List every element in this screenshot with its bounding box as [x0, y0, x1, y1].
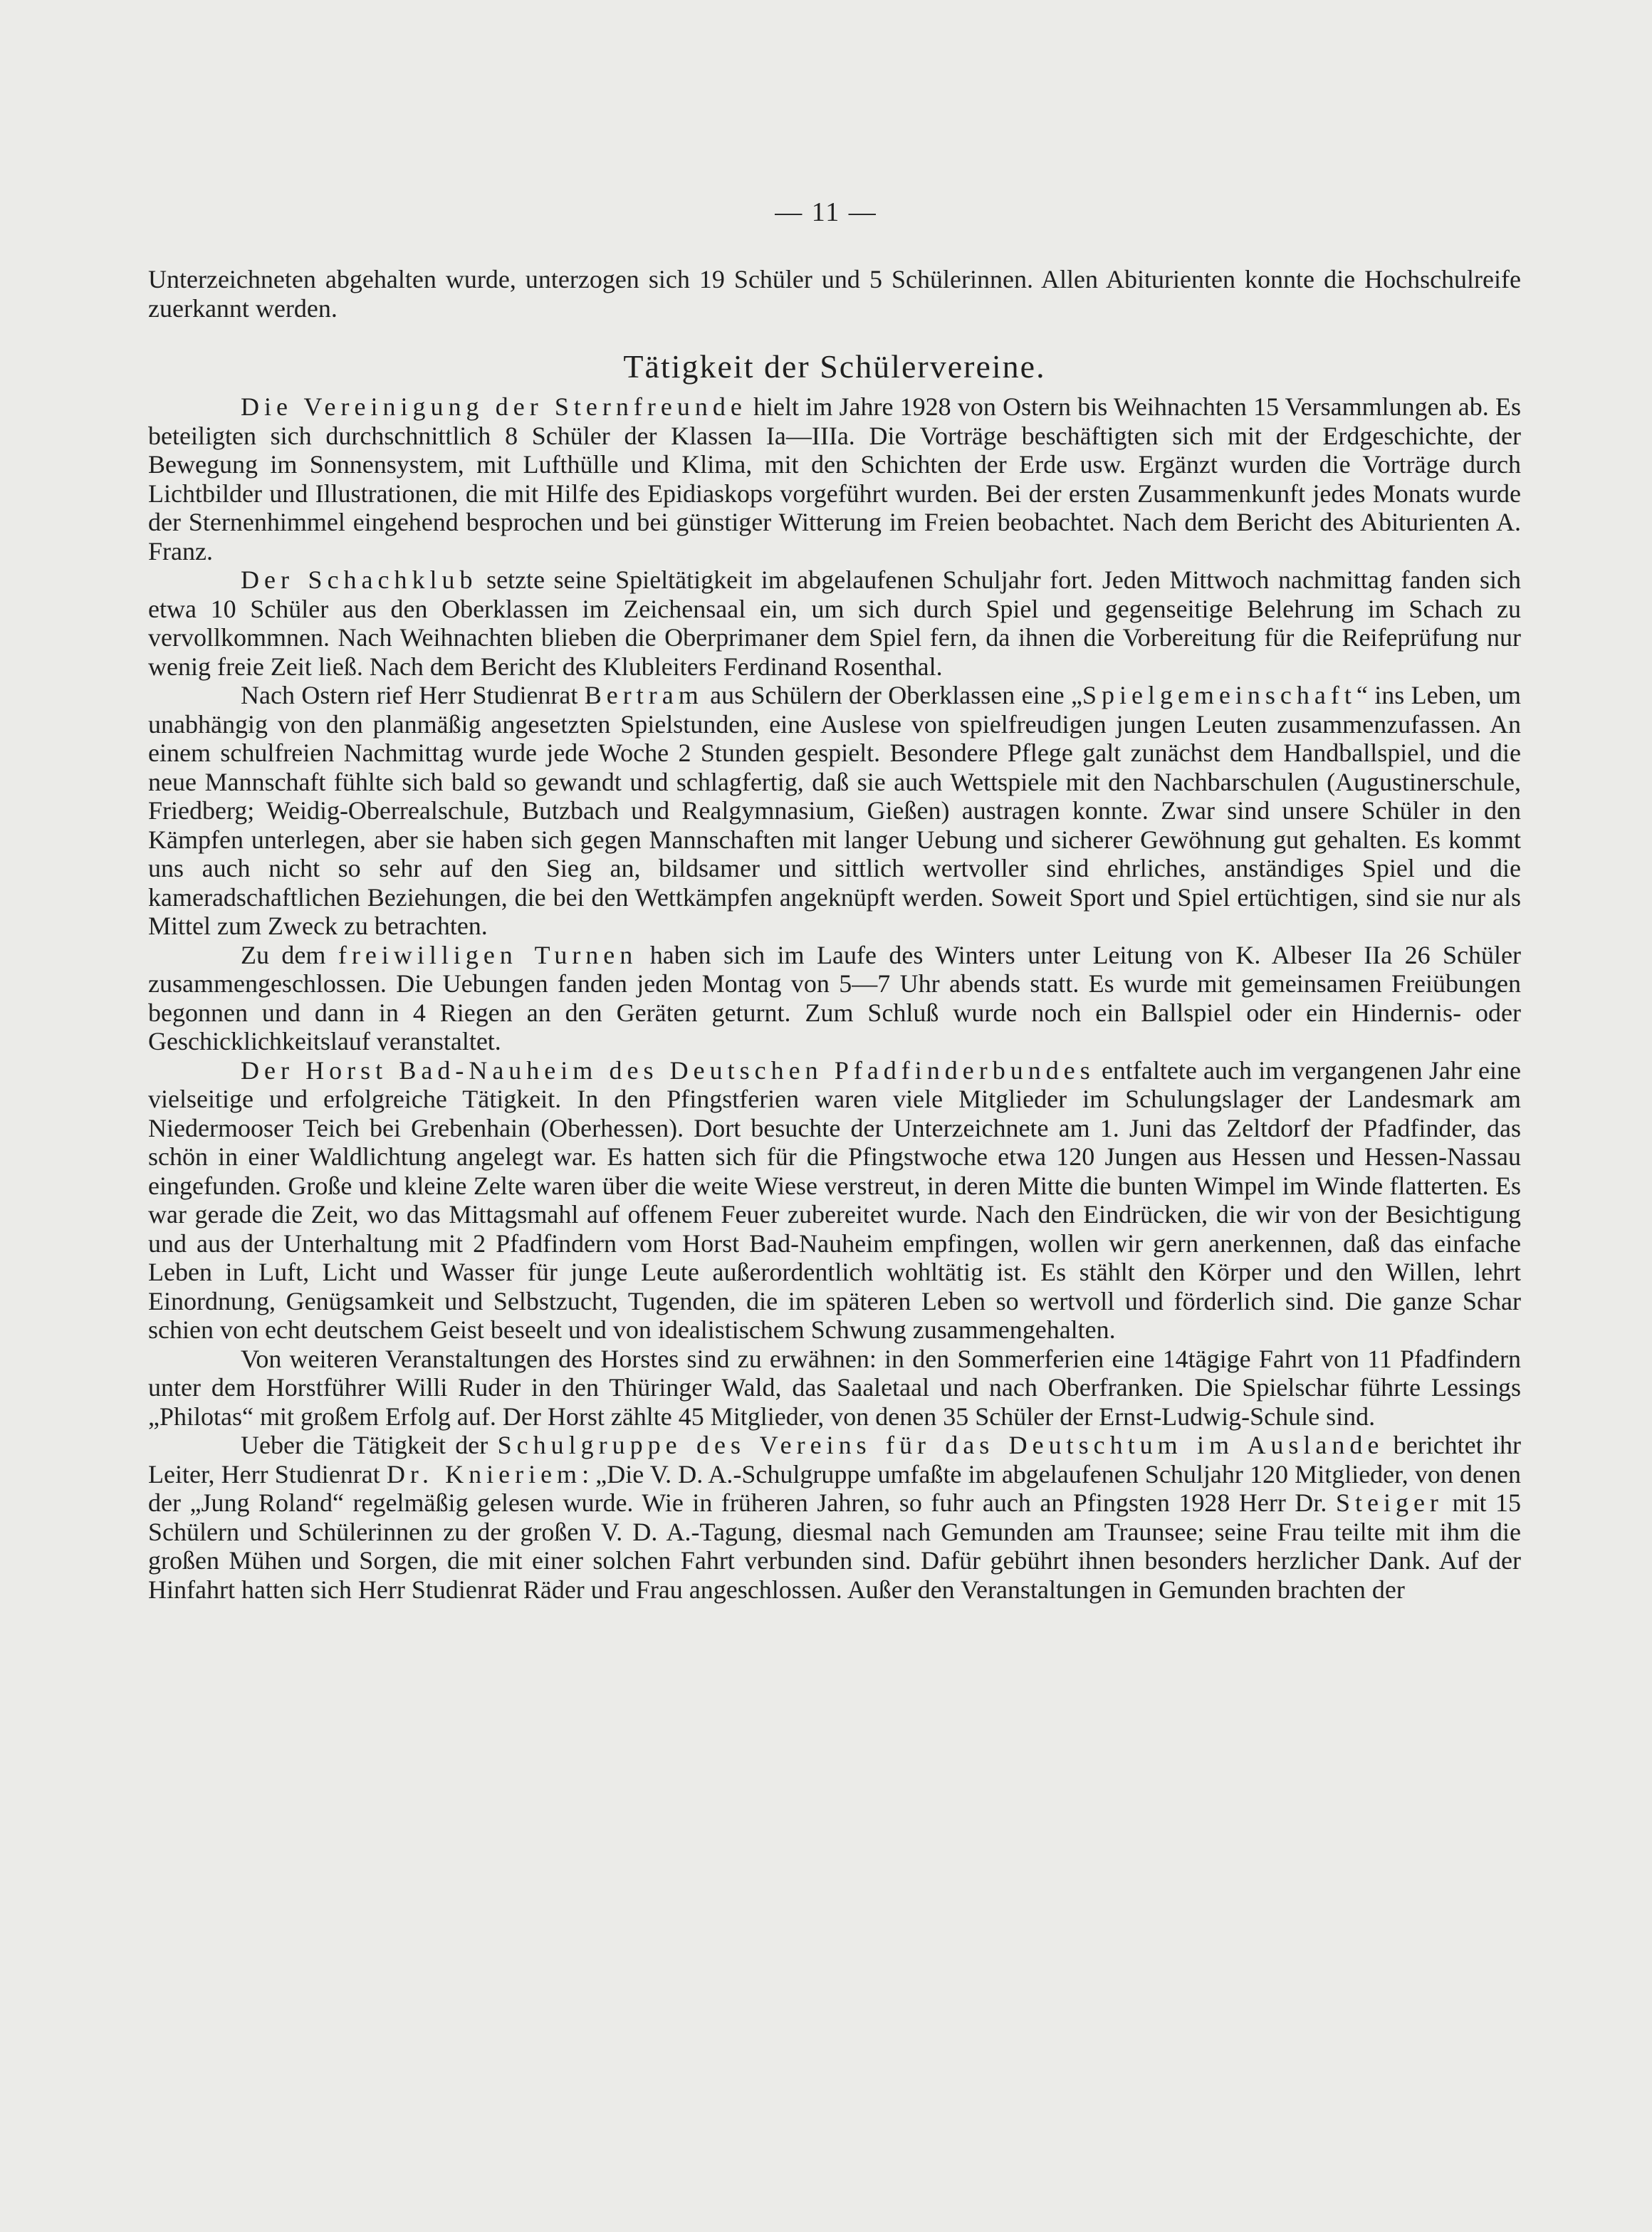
section-title: Tätigkeit der Schülervereine. — [623, 348, 1046, 385]
paragraph-schachklub — [148, 565, 1521, 681]
paragraph-text: “ ins Leben, um unabhängig von den planmäßig angesetzten Spielstunden, eine Auslese von spielfreudigen jungen Leuten zusammenzufassen. An einem schulfreien Nachmittag wurde jede Woche 2 Stunden gespielt. Besondere Pflege galt zunächst dem Handballspiel, und die neue Mannschaft fühlte sich bald so gewandt und schlagfertig, daß sie auch Wettspiele mit den Nachbarschulen (Augustinerschule, Friedberg; Weidig-Oberrealschule, Butzbach und Realgymnasium, Gießen) austragen konnte. Zwar sind unsere Schüler in den Kämpfen unterlegen, aber sie haben sich gegen Mannschaften mit langer Uebung und sicherer Gewöhnung gut gehalten. Es kommt uns auch nicht so sehr auf den Sieg an, bildsamer und sittlich wertvoller sind ehrliches, anständiges Spiel und die kameradschaftlichen Beziehungen, die bei den Wettkämpfen angeknüpft werden. Soweit Sport und Spiel ertüchtigen, sind sie nur als Mittel zum Zweck zu betrachten. — [148, 681, 1521, 940]
club-name-sternfreunde: Die Vereinigung der Sternfreunde — [241, 392, 747, 421]
club-name-vda: Schulgruppe des Vereins für das Deutschtum im Auslande — [497, 1431, 1384, 1459]
paragraph-text: berichtet ihr Leiter, Herr Studienrat — [148, 1431, 1521, 1488]
paragraph-text: haben sich im Laufe des Winters unter Leitung von K. Albeser IIa 26 Schüler zusammengeschlossen. Die Uebungen fanden jeden Montag von 5—7 Uhr abends statt. Es wurde mit gemeinsamen Freiübungen begonnen und dann in 4 Riegen an den Geräten geturnt. Zum Schluß wurde noch ein Ballspiel oder ein Hindernis- oder Geschicklichkeitslauf veranstaltet. — [148, 940, 1521, 1055]
paragraph-text: entfaltete auch im vergangenen Jahr eine vielseitige und erfolgreiche Tätigkeit. In den Pfingstferien waren viele Mitglieder im Schulungslager der Landesmark am Niedermooser Teich bei Grebenhain (Oberhessen). Dort besuchte der Unterzeichnete am 1. Juni das Zeltdorf der Pfadfinder, das schön in einer Waldlichtung angelegt war. Es hatten sich für die Pfingstwoche etwa 120 Jungen aus Hessen und Hessen-Nassau eingefunden. Große und kleine Zelte waren über die weite Wiese verstreut, in deren Mitte die bunten Wimpel im Winde flatterten. Es war gerade die Zeit, wo das Mittagsmahl auf offenem Feuer zubereitet wurde. Nach den Eindrücken, die wir von der Besichtigung und aus der Unterhaltung mit 2 Pfadfindern vom Horst Bad-Nauheim empfingen, wollen wir gern anerkennen, daß das einfache Leben in Luft, Licht und Wasser für junge Leute außerordentlich wohltätig ist. Es stählt den Körper und den Willen, lehrt Einordnung, Genügsamkeit und Selbstzucht, Tugenden, die im späteren Leben so wertvoll und förderlich sind. Die ganze Schar schien von echt deutschem Geist beseelt und von idealistischem Schwung zusammengehalten. — [148, 1055, 1521, 1344]
intro-paragraph: Unterzeichneten abgehalten wurde, unterzogen sich 19 Schüler und 5 Schülerinnen. Allen Abiturienten konnte die Hochschulreife zuerkannt werden. — [148, 265, 1521, 323]
paragraph-text: aus Schülern der Oberklassen eine „ — [703, 681, 1082, 709]
paragraph-spielgemeinschaft — [148, 681, 1521, 941]
club-name-pfadfinder: Der Horst Bad-Nauheim des Deutschen Pfadfinderbundes — [241, 1055, 1095, 1085]
paragraph-text: : „Die V. D. A.-Schulgruppe umfaßte im abgelaufenen Schuljahr 120 Mitglieder, von denen der „Jung Roland“ regelmäßig gelesen wurde. Wie in früheren Jahren, so fuhr auch an Pfingsten 1928 Herr Dr. — [148, 1459, 1521, 1517]
paragraph-text: Nach Ostern rief Herr Studienrat — [241, 681, 585, 709]
page-number: — 11 — — [775, 197, 877, 227]
paragraph-text: setzte seine Spieltätigkeit im abgelaufenen Schuljahr fort. Jeden Mittwoch nachmittag fanden sich etwa 10 Schüler aus den Oberklassen im Zeichensaal ein, um sich durch Spiel und gegenseitige Belehrung im Schach zu vervollkommnen. Nach Weihnachten blieben die Oberprimaner dem Spiel fern, da ihnen die Vorbereitung für die Reifeprüfung nur wenig freie Zeit ließ. Nach dem Bericht des Klubleiters Ferdinand Rosenthal. — [148, 565, 1522, 681]
person-name-knieriem: Dr. Knieriem — [386, 1459, 582, 1488]
paragraph-sternfreunde — [148, 392, 1521, 565]
paragraph-vda — [148, 1431, 1521, 1604]
club-name-spielgemeinschaft: Spielgemeinschaft — [1082, 681, 1356, 709]
paragraph-text: Ueber die Tätigkeit der — [241, 1431, 498, 1459]
paragraph-text: Zu dem — [241, 940, 338, 969]
document-body — [148, 265, 1521, 1604]
paragraph-horst-veranstaltungen: Von weiteren Veranstaltungen des Horstes sind zu erwähnen: in den Sommerferien eine 14tägige Fahrt von 11 Pfadfindern unter dem Horstführer Willi Ruder in den Thüringer Wald, das Saaletaal und nach Oberfranken. Die Spielschar führte Lessings „Philotas“ mit großem Erfolg auf. Der Horst zählte 45 Mitglieder, von denen 35 Schüler der Ernst-Ludwig-Schule sind. — [148, 1344, 1521, 1431]
person-name-steiger: Steiger — [1335, 1488, 1443, 1517]
paragraph-text: mit 15 Schülern und Schülerinnen zu der großen V. D. A.-Tagung, diesmal nach Gemunden am Traunsee; seine Frau teilte mit ihm die großen Mühen und Sorgen, die mit einer solchen Fahrt verbunden sind. Dafür gebührt ihnen besonders herzlicher Dank. Auf der Hinfahrt hatten sich Herr Studienrat Räder und Frau angeschlossen. Außer den Veranstaltungen in Gemunden brachten der — [148, 1488, 1522, 1604]
person-name-bertram: Bertram — [584, 681, 704, 709]
paragraph-turnen — [148, 941, 1521, 1056]
club-name-turnen: freiwilligen Turnen — [338, 940, 638, 969]
club-name-schachklub: Der Schachklub — [241, 565, 478, 594]
paragraph-pfadfinder — [148, 1056, 1521, 1345]
paragraph-text: hielt im Jahre 1928 von Ostern bis Weihnachten 15 Versammlungen ab. Es beteiligten sich durchschnittlich 8 Schüler der Klassen Ia—IIIa. Die Vorträge beschäftigten sich mit der Erdgeschichte, der Bewegung im Sonnensystem, mit Lufthülle und Klima, mit den Schichten der Erde usw. Ergänzt wurden die Vorträge durch Lichtbilder und Illustrationen, die mit Hilfe des Epidiaskops vorgeführt wurden. Bei der ersten Zusammenkunft jedes Monats wurde der Sternenhimmel eingehend besprochen und bei günstiger Witterung im Freien beobachtet. Nach dem Bericht des Abiturienten A. Franz. — [148, 392, 1521, 565]
